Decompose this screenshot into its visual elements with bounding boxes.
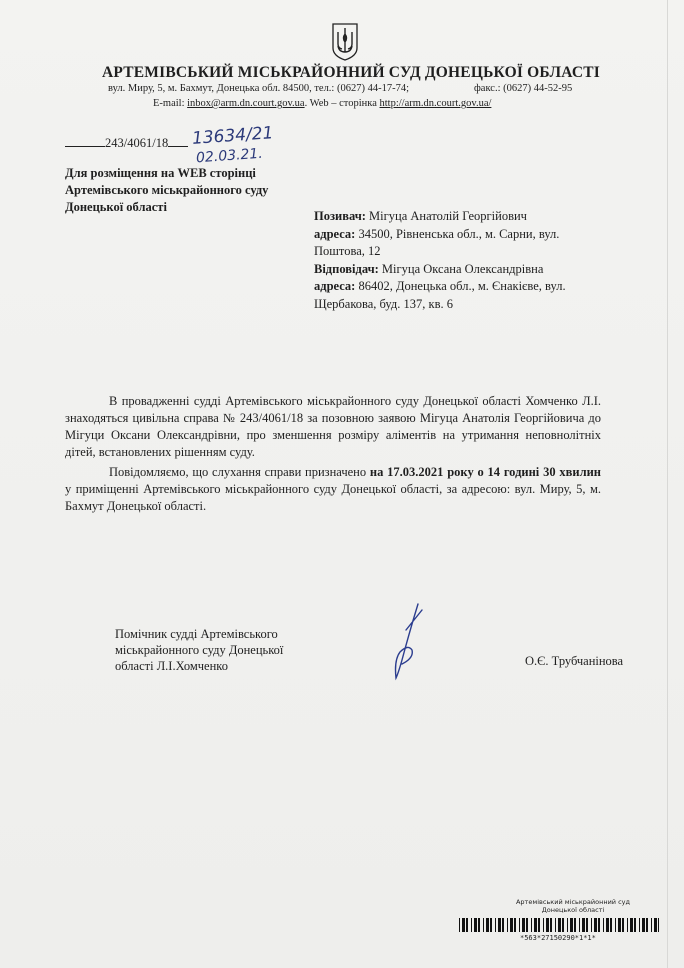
- court-address: вул. Миру, 5, м. Бахмут, Донецька обл. 84500, тел.: (0627) 44-17-74;: [108, 83, 410, 94]
- barcode-bar: [483, 918, 484, 932]
- web-note-line: Донецької області: [65, 200, 167, 214]
- signer-name: О.Є. Трубчанінова: [525, 654, 624, 668]
- barcode-bar: [574, 918, 576, 932]
- barcode-bar: [471, 918, 472, 932]
- barcode-bar: [543, 918, 544, 932]
- barcode-bar: [658, 918, 659, 932]
- court-title: АРТЕМІВСЬКИЙ МІСЬКРАЙОННИЙ СУД ДОНЕЦЬКОЇ ОБЛАСТІ: [101, 64, 601, 81]
- barcode-bar: [646, 918, 648, 932]
- barcode-bar: [654, 918, 657, 932]
- parties-block: [314, 208, 584, 313]
- stamp-line: Донецької області: [541, 906, 605, 914]
- paragraph-case: В провадженні судді Артемівського міськрайонного суду Донецької області Хомченко Л.І. знаходяться цивільна справа № 243/4061/18 за позовною заявою Мігуца Анатолія Георгійовича до Мігуци Оксани Олександрівни, про зменшення розміру аліментів на утримання неповнолітніх дітей, встановлених рішенням суду.: [65, 394, 601, 459]
- barcode-bar: [567, 918, 568, 932]
- barcode-bar: [570, 918, 573, 932]
- registration-line: [65, 136, 188, 151]
- barcode: [459, 918, 659, 932]
- barcode-bar: [582, 918, 585, 932]
- barcode-bar: [490, 918, 492, 932]
- web-note-line: Для розміщення на WEB сторінці: [65, 166, 256, 180]
- barcode-bar: [486, 918, 489, 932]
- registry-stamp: [496, 898, 650, 914]
- handwritten-date: 02.03.21.: [195, 145, 264, 167]
- barcode-bar: [586, 918, 588, 932]
- barcode-bar: [478, 918, 480, 932]
- barcode-bar: [622, 918, 624, 932]
- barcode-bar: [555, 918, 556, 932]
- barcode-bar: [630, 918, 633, 932]
- signature-position: [115, 626, 283, 674]
- barcode-bar: [526, 918, 528, 932]
- barcode-bar: [498, 918, 501, 932]
- barcode-bar: [474, 918, 477, 932]
- barcode-bar: [603, 918, 604, 932]
- plaintiff: Позивач: Мігуца Анатолій Георгійович: [314, 209, 527, 223]
- email-link[interactable]: inbox@arm.dn.court.gov.ua: [187, 98, 305, 109]
- notice-body: [65, 393, 601, 515]
- court-contacts: [153, 98, 491, 109]
- barcode-bar: [538, 918, 540, 932]
- barcode-bar: [558, 918, 561, 932]
- barcode-bar: [651, 918, 652, 932]
- barcode-bar: [579, 918, 580, 932]
- barcode-bar: [634, 918, 636, 932]
- barcode-bar: [606, 918, 609, 932]
- case-number: 243/4061/18: [105, 136, 169, 150]
- barcode-bar: [459, 918, 460, 932]
- web-label: . Web – сторінка: [304, 98, 380, 109]
- barcode-bar: [502, 918, 504, 932]
- scan-edge: [667, 0, 668, 968]
- barcode-bar: [495, 918, 496, 932]
- defendant-address: адреса: 86402, Донецька обл., м. Єнакієве, вул. Щербакова, буд. 137, кв. 6: [314, 279, 566, 311]
- barcode-bar: [610, 918, 612, 932]
- barcode-bar: [562, 918, 564, 932]
- email-label: E-mail:: [153, 98, 188, 109]
- web-note-line: Артемівського міськрайонного суду: [65, 183, 269, 197]
- barcode-bar: [618, 918, 621, 932]
- barcode-bar: [546, 918, 549, 932]
- website-link[interactable]: http://arm.dn.court.gov.ua/: [379, 98, 492, 109]
- barcode-text: *563*27150290*1*1*: [520, 934, 596, 942]
- barcode-bar: [519, 918, 520, 932]
- barcode-bar: [510, 918, 513, 932]
- barcode-bar: [462, 918, 465, 932]
- barcode-bar: [627, 918, 628, 932]
- barcode-bar: [531, 918, 532, 932]
- barcode-bar: [522, 918, 525, 932]
- barcode-bar: [534, 918, 537, 932]
- stamp-line: Артемівський міськрайонний суд: [515, 898, 631, 906]
- barcode-bar: [514, 918, 516, 932]
- web-publication-note: [65, 165, 268, 216]
- barcode-bar: [598, 918, 600, 932]
- paragraph-hearing: Повідомляємо, що слухання справи призначено на 17.03.2021 року о 14 годині 30 хвилин у приміщенні Артемівського міськрайонного суду Донецької області, за адресою: вул. Миру, 5, м. Бахмут Донецької області.: [65, 465, 601, 513]
- defendant: Відповідач: Мігуца Оксана Олександрівна: [314, 261, 544, 276]
- handwritten-incoming-number: 13634/21: [191, 123, 275, 149]
- barcode-bar: [594, 918, 597, 932]
- handwritten-signature: [388, 600, 430, 682]
- hearing-datetime: на 17.03.2021 року о 14 годині 30 хвилин: [369, 465, 601, 479]
- coat-of-arms-icon: [331, 22, 359, 62]
- position-line: Помічник судді Артемівського: [115, 627, 278, 641]
- position-line: міськрайонного суду Донецької: [115, 643, 284, 657]
- barcode-bar: [639, 918, 640, 932]
- barcode-bar: [507, 918, 508, 932]
- court-fax: факс.: (0627) 44-52-95: [474, 83, 573, 94]
- barcode-bar: [550, 918, 552, 932]
- barcode-bar: [642, 918, 645, 932]
- barcode-bar: [466, 918, 468, 932]
- position-line: області Л.І.Хомченко: [115, 659, 228, 673]
- plaintiff-address: адреса: 34500, Рівненська обл., м. Сарни, вул. Поштова, 12: [314, 226, 560, 258]
- barcode-bar: [591, 918, 592, 932]
- barcode-bar: [615, 918, 616, 932]
